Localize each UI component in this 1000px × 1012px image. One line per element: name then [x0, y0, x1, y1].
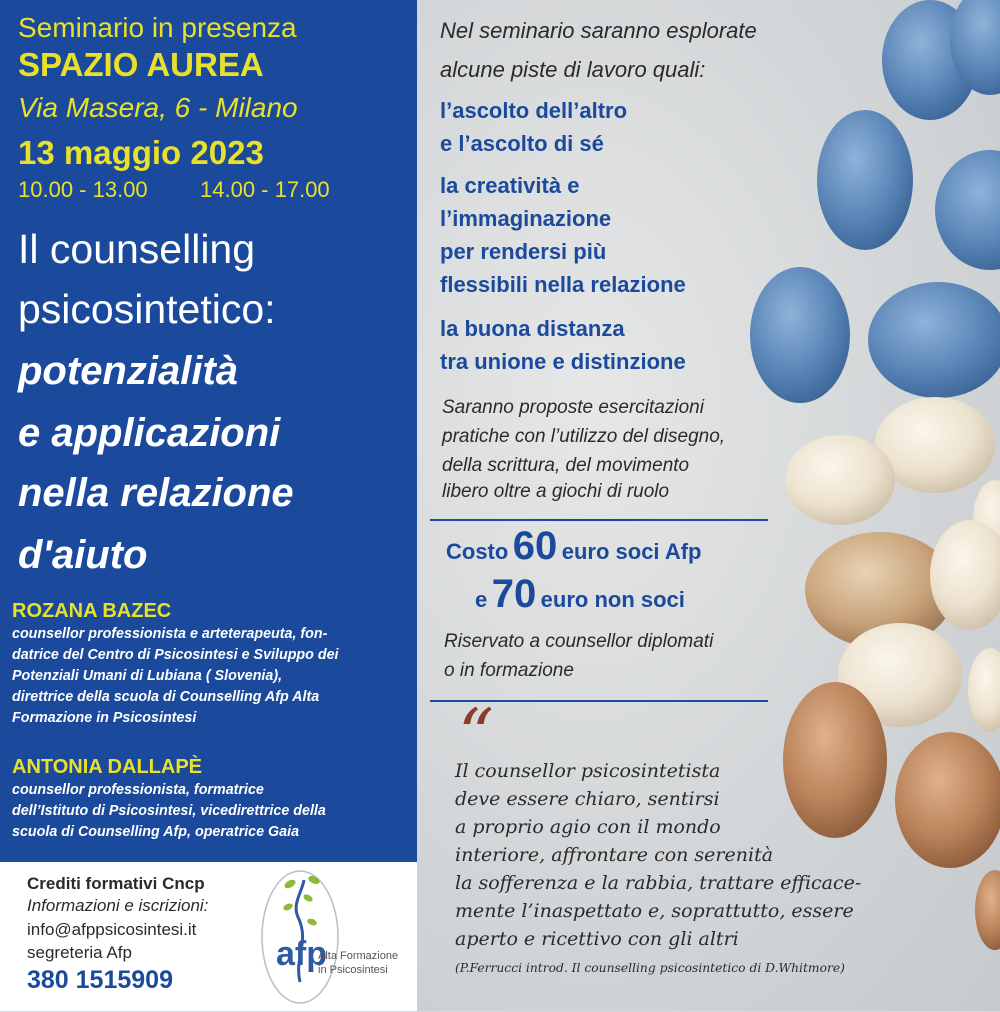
quote-line: la sofferenza e la rabbia, trattare efficace-: [455, 872, 862, 894]
quote-line: mente l’inaspettato e, soprattutto, essere: [455, 900, 854, 922]
quote-line: aperto e ricettivo con gli altri: [455, 928, 739, 950]
topic-line: e l’ascolto di sé: [440, 131, 604, 156]
speaker-bio-line: scuola di Counselling Afp, operatrice Gaia: [12, 824, 300, 840]
topic-line: l’immaginazione: [440, 206, 612, 231]
intro-line: Nel seminario saranno esplorate: [440, 18, 757, 43]
speaker-name: ANTONIA DALLAPÈ: [12, 756, 202, 778]
stones-illustration: [740, 0, 1000, 1011]
cost-line-2: [475, 572, 685, 617]
email-link[interactable]: info@afppsicosintesi.it: [27, 920, 197, 939]
venue-address: Via Masera, 6 - Milano: [18, 92, 298, 123]
exercises-line: Saranno proposte esercitazioni: [442, 397, 704, 418]
exercises-line: pratiche con l’utilizzo del disegno,: [442, 426, 726, 447]
exercises-line: della scrittura, del movimento: [442, 455, 690, 476]
cost-member-value: 60: [512, 524, 558, 568]
cost-nonmember-label: euro non soci: [540, 587, 685, 612]
quote-line: deve essere chiaro, sentirsi: [455, 788, 720, 810]
info-label: Informazioni e iscrizioni:: [27, 896, 209, 915]
logo-mark: afp: [276, 935, 327, 973]
event-date: 13 maggio 2023: [18, 134, 264, 171]
divider: [430, 519, 768, 521]
speaker-bio-line: counsellor professionista, formatrice: [12, 782, 264, 798]
time-morning: 10.00 - 13.00: [18, 177, 148, 202]
stone: [817, 110, 913, 250]
stone: [895, 732, 1000, 868]
speaker-name: ROZANA BAZEC: [12, 600, 172, 622]
title-line-5: nella relazione: [18, 471, 294, 515]
speaker-bio-line: counsellor professionista e arteterapeuta, fon-: [12, 626, 328, 642]
reserved-line: Riservato a counsellor diplomati: [444, 631, 714, 652]
quote-line: Il counsellor psicosintetista: [455, 760, 721, 782]
quote-source: (P.Ferrucci introd. Il counselling psicosintetico di D.Whitmore): [455, 961, 845, 975]
cost-nonmember-value: 70: [491, 572, 537, 616]
quote-line: interiore, affrontare con serenità: [455, 844, 774, 866]
time-afternoon: 14.00 - 17.00: [200, 177, 330, 202]
event-type: Seminario in presenza: [18, 12, 297, 43]
venue-name: SPAZIO AUREA: [18, 46, 264, 83]
topic-line: l’ascolto dell’altro: [440, 98, 628, 123]
topic-line: flessibili nella relazione: [440, 272, 686, 297]
speaker-bio-line: datrice del Centro di Psicosintesi e Sviluppo dei: [12, 647, 339, 663]
stone: [975, 870, 1000, 950]
speaker-bio-line: Formazione in Psicosintesi: [12, 710, 197, 726]
stone: [783, 682, 887, 838]
quote-mark-icon: “: [458, 694, 494, 776]
speaker-bio-line: dell’Istituto di Psicosintesi, vicedirettrice della: [12, 803, 326, 819]
phone-number[interactable]: 380 1515909: [27, 966, 173, 994]
reserved-line: o in formazione: [444, 660, 574, 681]
logo-text-line-1: Alta Formazione: [318, 950, 399, 962]
quote-line: a proprio agio con il mondo: [455, 816, 721, 838]
credits-text: Crediti formativi Cncp: [27, 874, 205, 893]
intro-line: alcune piste di lavoro quali:: [440, 57, 706, 82]
title-line-6: d'aiuto: [18, 533, 148, 577]
title-line-3: potenzialità: [18, 349, 239, 393]
title-line-2: psicosintetico:: [18, 286, 276, 332]
logo-text-line-2: in Psicosintesi: [318, 964, 388, 976]
cost-conjunction: e: [475, 587, 488, 612]
office-label: segreteria Afp: [27, 943, 132, 962]
title-line-4: e applicazioni: [18, 411, 281, 455]
title-line-1: Il counselling: [18, 226, 256, 272]
topic-line: la creatività e: [440, 173, 580, 198]
cost-member-label: euro soci Afp: [561, 539, 702, 564]
exercises-line: libero oltre a giochi di ruolo: [442, 481, 670, 502]
stone: [935, 150, 1000, 270]
cost-line-1: [446, 524, 702, 569]
afp-logo-icon: [250, 862, 410, 1012]
stone: [785, 435, 895, 525]
speaker-bio-line: Potenziali Umani di Lubiana ( Slovenia),: [12, 668, 283, 684]
cost-label: Costo: [446, 539, 509, 564]
stone: [750, 267, 850, 403]
topic-line: per rendersi più: [440, 239, 607, 264]
stone: [968, 648, 1000, 732]
speaker-bio-line: direttrice della scuola di Counselling Afp Alta: [12, 689, 320, 705]
topic-line: la buona distanza: [440, 316, 625, 341]
topic-line: tra unione e distinzione: [440, 349, 686, 374]
stone: [868, 282, 1000, 398]
